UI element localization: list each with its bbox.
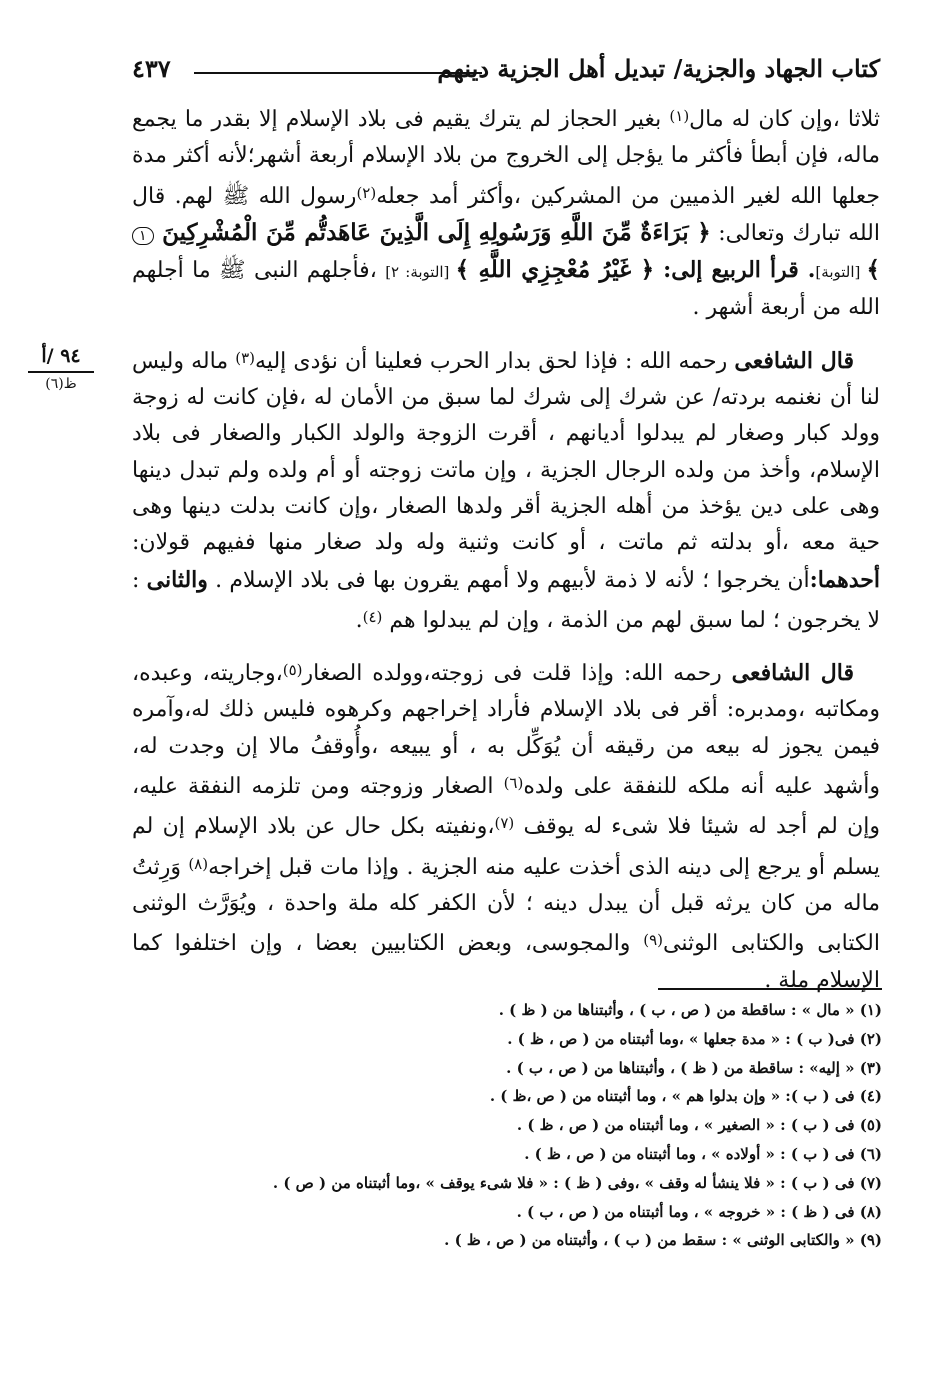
text-run: : لا يخرجون ؛ لما سبق لهم من الذمة ، وإن لم يبدلوا هم: [132, 567, 880, 633]
text-run: .: [355, 607, 363, 633]
text-run: وَرِثتُ ماله من كان يرثه قبل أن يبدل دينه ؛ لأن الكفر كله ملة واحدة ، ويُوَرَّث الوثنى الكتابى والكتابى الوثنى: [132, 854, 880, 957]
text-run: بغير الحجاز لم يترك يقيم فى بلاد الإسلام إلا بقدر ما يجمع ماله، فإن أبطأ فأكثر ما يؤجل إلى الخروج من بلاد الإسلام أربعة أشهر؛لأنه أكثر مدة جعلها الله لغير الذميين من المشركين ،وأكثر أمد جعله: [132, 107, 880, 209]
shafii-heading: قال الشافعى: [731, 660, 855, 687]
footnote-1: (١) « مال » : ساقطة من ( ص ، ب ) ، وأثبتناها من ( ظ ) .: [498, 1001, 882, 1019]
text-run: أن يخرجوا ؛ لأنه لا ذمة لأبيهم ولا أمهم يقرون بها فى بلاد الإسلام .: [207, 567, 810, 593]
footnotes: [200, 996, 882, 1255]
opinion-one-label: أحدهما:: [809, 566, 881, 593]
verse-number-marker: ١: [132, 227, 154, 245]
paragraph-2: [132, 340, 880, 639]
footnote-marker-3: (٣): [235, 348, 256, 367]
text-run: ماله وليس لنا أن نغنمه بردته/ عن شرك إلى شرك لما سبق من الأمان له ،فإن كانت له زوجة وولد كبار وصغار لم يبدلوا أديانهم ، أقرت الزوجة والولد الكبار والصغار فى بلاد الإسلام، وأخذ من ولده الرجال الجزية ، وإن ماتت زوجته أو أم ولده ولم تبدل دينها وهى على دين يؤخذ من أهله الجزية أقر ولدها الصغار ،وإن كانت بدلت دينها وهى حية معه ،أو بدلته ثم ماتت ، أو كانت وثنية وله ولد صغار منها ففيهم قولان:: [132, 348, 880, 556]
quran-bracket-close: ﴾: [866, 256, 880, 284]
footnote-8: (٨) فى ( ظ ) : « خروجه » ، وما أثبتناه من ( ص ، ب ) .: [516, 1202, 882, 1221]
surah-reference-1: [التوبة]: [815, 263, 867, 282]
footnote-7: (٧) فى ( ب ) : « فلا ينشأ له وقف » ،وفى ( ظ ) : « فلا شىء يوقف » ،وما أثبتناه من ( ص ) .: [272, 1173, 882, 1192]
text-run: ،ونفيته بكل حال عن بلاد الإسلام إن لم يسلم أو يرجع إلى دينه الذى أخذت عليه منه الجزية . وإذا مات قبل إخراجه: [132, 814, 880, 880]
running-header: [132, 54, 880, 94]
paragraph-3: [132, 652, 880, 999]
footnote-separator: [658, 988, 882, 990]
text-run: الصغار وزوجته ومن تلزمه النفقة عليه، وإن لم أجد له شيئا فلا شىء له يوقف: [132, 774, 880, 840]
opinion-two-label: والثانى: [146, 566, 208, 593]
footnote-4: (٤) فى ( ب ): « وإن بدلوا هم » ، وما أثبتناه من ( ص ،ظ ) .: [489, 1087, 882, 1106]
quran-verse-1: ﴿ بَرَاءَةٌ مِّنَ اللَّهِ وَرَسُولِهِ إِلَى الَّذِينَ عَاهَدتُّم مِّنَ الْمُشْرِكِينَ: [153, 218, 711, 246]
text-run: رحمه الله : فإذا لحق بدار الحرب فعلينا أن نؤدى إليه: [255, 348, 735, 374]
manuscript-siglum: ظ(٦): [45, 376, 77, 392]
footnote-3: (٣) « إليه» : ساقطة من ( ظ ) ، وأثبتناها من ( ص ، ب ) .: [506, 1058, 882, 1077]
quran-verse-2: ﴿ غَيْرُ مُعْجِزِي اللَّهِ ﴾: [455, 256, 655, 284]
footnote-marker-2: (٢): [356, 183, 377, 202]
footnote-marker-8: (٨): [188, 854, 209, 873]
footnote-2: (٢) فى( ب ) : « مدة جعلها » ،وما أثبتناه من ( ص ، ظ ) .: [507, 1029, 882, 1048]
text-run: ثلاثا ،وإن كان له مال: [689, 107, 880, 132]
manuscript-folio-note: [28, 344, 94, 393]
page-number: ٤٣٧: [132, 54, 171, 83]
footnote-6: (٦) فى ( ب ) : « أولاده » ، وما أثبتناه من ( ص ، ظ ) .: [524, 1144, 882, 1163]
footnote-marker-6: (٦): [503, 774, 524, 793]
text-run: ،فأجلهم النبى ﷺ ما أجلهم الله من أربعة أشهر .: [132, 258, 880, 321]
text-run: والمجوسى، وبعض الكتابيين بعضا ، وإن اختلفوا كما الإسلام ملة .: [132, 931, 880, 993]
header-title: كتاب الجهاد والجزية/ تبديل أهل الجزية دينهم: [437, 54, 880, 83]
header-rule: [194, 72, 482, 74]
footnote-5: (٥) فى ( ب ) : « الصغير » ، وما أثبتناه من ( ص ، ظ ) .: [516, 1116, 882, 1135]
shafii-heading: قال الشافعى: [734, 347, 854, 374]
surah-reference-2: [التوبة: ٢]: [385, 263, 456, 282]
footnote-marker-9: (٩): [643, 931, 663, 950]
text-run: رسول الله ﷺ لهم. قال الله تبارك وتعالى:: [132, 183, 880, 246]
footnote-marker-7: (٧): [494, 814, 515, 833]
footnote-marker-4: (٤): [362, 607, 383, 626]
footnote-marker-5: (٥): [282, 661, 303, 680]
folio-reference: ٩٤ /أ: [41, 345, 81, 367]
folio-rule: [28, 371, 94, 373]
text-run: . قرأ الربيع إلى:: [654, 257, 816, 284]
paragraph-1: [132, 98, 880, 327]
footnote-marker-1: (١): [669, 107, 690, 125]
text-run: رحمه الله: وإذا قلت فى زوجته،وولده الصغار: [302, 661, 732, 687]
main-text: [132, 98, 880, 999]
footnote-9: (٩) « والكتابى الوثنى » : سقط من ( ب ) ، وأثبتناه من ( ص ، ظ ) .: [444, 1231, 882, 1250]
text-run: ،وجاريته، وعبده، ومكاتبه ،ومدبره: أقر فى بلاد الإسلام فأراد إخراجهم وكرهوه فليس ذلك له،وآمره فيمن يجوز له بيعه من رقيقه أن يُوَكِّل به ، أو يبيعه ،وأُوقفُ مالا إن وجدت له، وأشهد عليه أنه ملكه للنفقة على ولده: [132, 661, 880, 800]
